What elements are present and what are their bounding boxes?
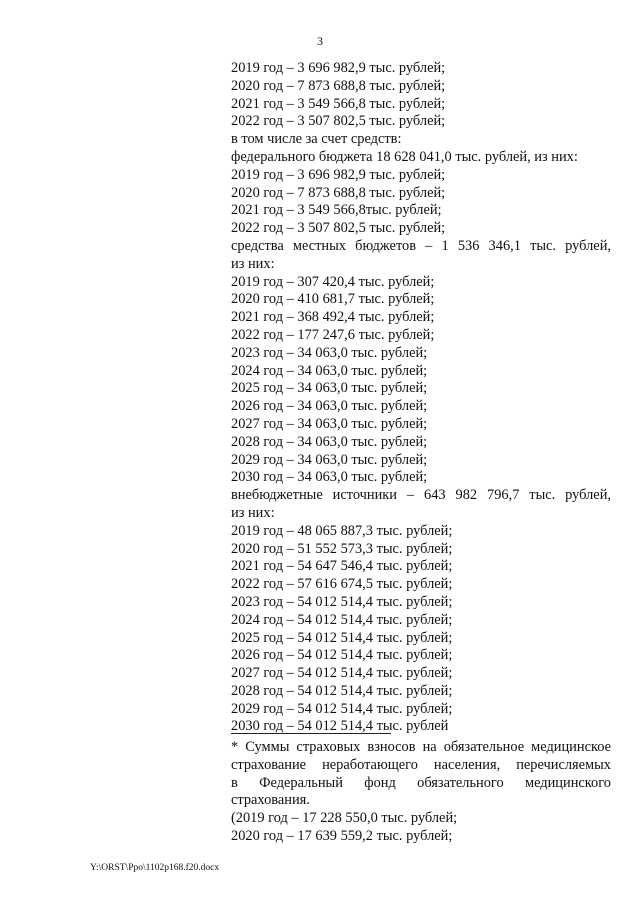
local-budget-year: 2019 год – 307 420,4 тыс. рублей; <box>231 273 435 290</box>
local-budget-year: 2023 год – 34 063,0 тыс. рублей; <box>231 344 428 361</box>
document-body <box>231 60 611 736</box>
footnote-text-line: страхование неработающего населения, перечисляемых <box>231 756 611 773</box>
footer-file-path: Y:\ORST\Ppo\1102p168.f20.docx <box>90 863 220 873</box>
text-line: в том числе за счет средств: <box>231 131 402 148</box>
text-line: 2020 год – 7 873 688,8 тыс. рублей; <box>231 77 446 94</box>
extra-budget-heading <box>231 487 611 523</box>
extra-budget-year: 2027 год – 54 012 514,4 тыс. рублей; <box>231 665 453 682</box>
local-budget-year: 2029 год – 34 063,0 тыс. рублей; <box>231 451 428 468</box>
local-budget-year: 2027 год – 34 063,0 тыс. рублей; <box>231 415 428 432</box>
local-budget-year: 2028 год – 34 063,0 тыс. рублей; <box>231 433 428 450</box>
local-budgets-heading <box>231 238 611 274</box>
extra-budget-year: 2025 год – 54 012 514,4 тыс. рублей; <box>231 629 453 646</box>
text-line: 2022 год – 3 507 802,5 тыс. рублей; <box>231 113 446 130</box>
text-line: 2021 год – 3 549 566,8 тыс. рублей; <box>231 95 446 112</box>
text-line: 2021 год – 3 549 566,8тыс. рублей; <box>231 202 442 219</box>
footnote-block <box>231 739 611 846</box>
local-budget-year: 2024 год – 34 063,0 тыс. рублей; <box>231 362 428 379</box>
text-line: 2019 год – 3 696 982,9 тыс. рублей; <box>231 166 446 183</box>
local-budget-year: 2022 год – 177 247,6 тыс. рублей; <box>231 326 435 343</box>
local-budget-year: 2030 год – 34 063,0 тыс. рублей; <box>231 469 428 486</box>
text-line: 2022 год – 3 507 802,5 тыс. рублей; <box>231 220 446 237</box>
extra-budget-year: 2023 год – 54 012 514,4 тыс. рублей; <box>231 593 453 610</box>
local-budgets-heading-text: средства местных бюджетов – 1 536 346,1 тыс. рублей, <box>231 237 611 254</box>
footnote-year: 2020 год – 17 639 559,2 тыс. рублей; <box>231 827 453 844</box>
text-line: 2020 год – 7 873 688,8 тыс. рублей; <box>231 184 446 201</box>
extra-budget-heading-cont: из них: <box>231 504 275 521</box>
footnote-year: (2019 год – 17 228 550,0 тыс. рублей; <box>231 810 458 827</box>
local-budget-year: 2021 год – 368 492,4 тыс. рублей; <box>231 309 435 326</box>
extra-budget-year: 2028 год – 54 012 514,4 тыс. рублей; <box>231 682 453 699</box>
footnote-text-line: * Суммы страховых взносов на обязательное медицинское <box>231 739 611 755</box>
local-budget-year: 2025 год – 34 063,0 тыс. рублей; <box>231 380 428 397</box>
local-budget-year: 2026 год – 34 063,0 тыс. рублей; <box>231 398 428 415</box>
extra-budget-year: 2029 год – 54 012 514,4 тыс. рублей; <box>231 700 453 717</box>
extra-budget-year: 2024 год – 54 012 514,4 тыс. рублей; <box>231 611 453 628</box>
extra-budget-year: 2022 год – 57 616 674,5 тыс. рублей; <box>231 576 453 593</box>
local-budgets-heading-cont: из них: <box>231 255 275 272</box>
footnote-text-line: страхования. <box>231 792 310 809</box>
page-number: 3 <box>317 34 323 48</box>
text-line: 2019 год – 3 696 982,9 тыс. рублей; <box>231 60 446 76</box>
extra-budget-year: 2021 год – 54 647 546,4 тыс. рублей; <box>231 558 453 575</box>
text-line: федерального бюджета 18 628 041,0 тыс. рублей, из них: <box>231 148 578 165</box>
local-budget-year: 2020 год – 410 681,7 тыс. рублей; <box>231 291 435 308</box>
extra-budget-heading-text: внебюджетные источники – 643 982 796,7 тыс. рублей, <box>231 487 611 504</box>
extra-budget-year: 2026 год – 54 012 514,4 тыс. рублей; <box>231 647 453 664</box>
extra-budget-year: 2019 год – 48 065 887,3 тыс. рублей; <box>231 522 453 539</box>
footnote-divider <box>231 733 391 734</box>
extra-budget-year: 2020 год – 51 552 573,3 тыс. рублей; <box>231 540 453 557</box>
extra-budget-year: 2030 год – 54 012 514,4 тыс. рублей <box>231 718 449 735</box>
footnote-text-line: в Федеральный фонд обязательного медицинского <box>231 774 611 791</box>
